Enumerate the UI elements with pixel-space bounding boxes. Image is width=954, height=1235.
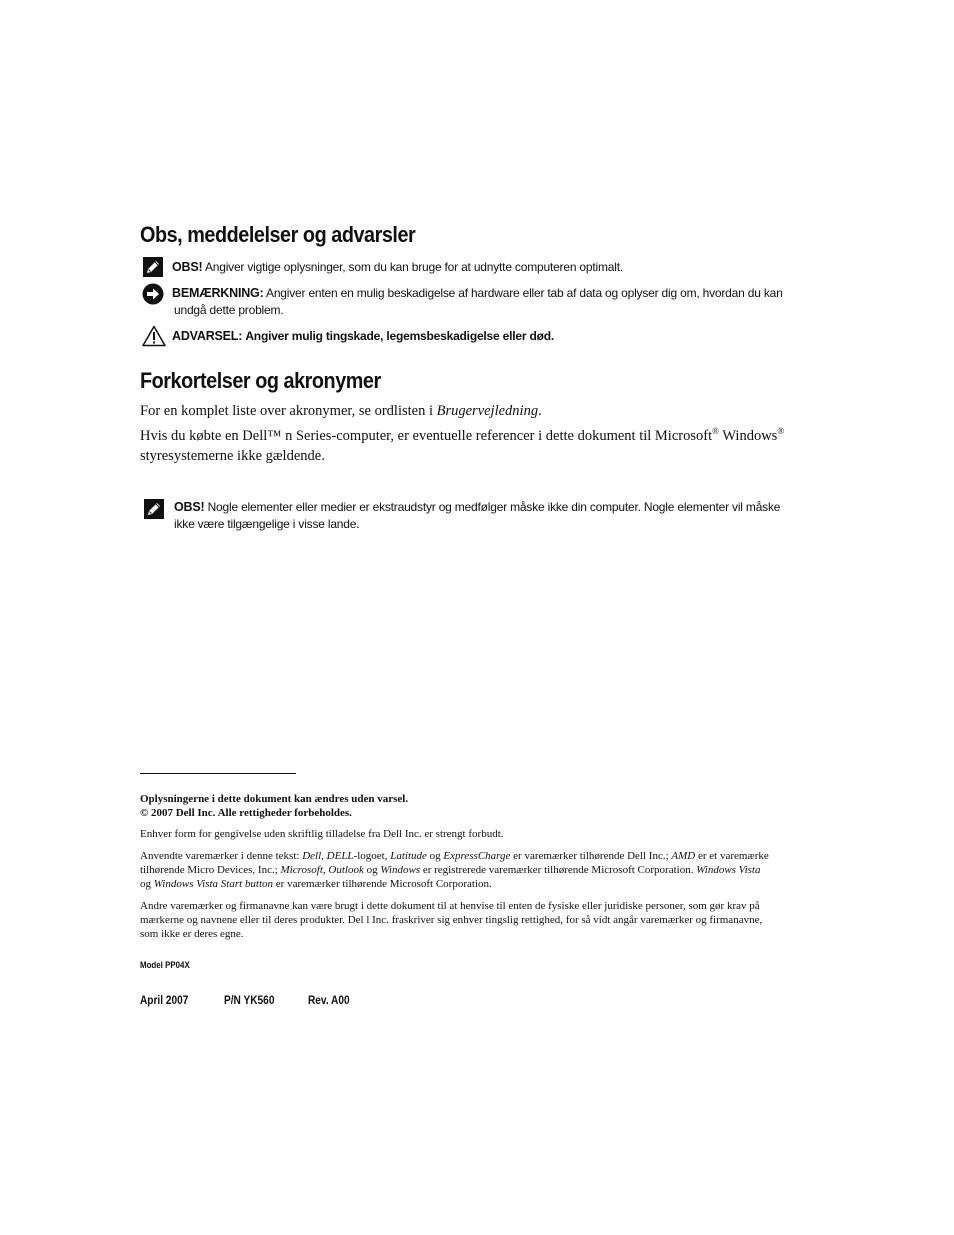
text: Anvendte varemærker i denne tekst: [140,850,303,862]
text: Windows Vista [696,864,761,876]
text: Outlook [328,864,364,876]
section-title-abbreviations: Forkortelser og akronymer [140,368,381,393]
text: er registrerede varemærker tilhørende Microsoft Corporation. [420,864,697,876]
note-text: Angiver enten en mulig beskadigelse af hardware eller tab af data og oplyser dig om, hvordan du kan [266,286,783,300]
text: Windows Vista Start button [153,878,274,890]
text: Microsoft [280,864,323,876]
note-bemaerkning [172,285,872,319]
text: Windows [722,428,778,444]
text: Andre varemærker og firmanavne kan være brugt i dette dokument til at henvise til enten de fysiske eller juridiske personer, som gør krav på [140,900,760,912]
note-label: OBS! [174,500,205,514]
note-text: Angiver vigtige oplysninger, som du kan bruge for at udnytte computeren optimalt. [204,260,623,274]
text: Windows [380,864,421,876]
pencil-icon [143,257,163,282]
user-guide-title: Brugervejledning [436,403,539,419]
text: er varemærker tilhørende Microsoft Corporation. [273,878,492,890]
text: og [140,878,154,890]
other-trademarks-notice [140,899,860,941]
registered-mark: ® [777,426,785,437]
registered-mark: ® [712,426,719,437]
text: mærkerne og navnene eller til deres produkter. Del l Inc. fraskriver sig enhver tingslig rettighed, for så vidt angår varemærker og firmanavne, [140,914,763,926]
note-obs-optional [174,499,864,533]
release-date: April 2007 [140,995,189,1007]
text: Dell [302,850,322,862]
revision: Rev. A00 [308,995,350,1007]
text: er varemærker tilhørende Dell Inc.; [510,850,672,862]
paragraph-glossary [140,401,840,421]
text: Latitude [390,850,427,862]
note-text-continued: undgå dette problem. [174,303,284,317]
text: styresystemerne ikke gældende. [140,448,325,464]
section-title-notes: Obs, meddelelser og advarsler [140,222,416,247]
footer-divider [140,773,296,774]
text: og [363,864,381,876]
text: -logoet, [353,850,391,862]
text: som ikke er deres egne. [140,928,244,940]
text: Hvis du købte en Dell™ n Series-computer, er eventuelle referencer i dette dokument til Microsoft [140,428,713,444]
text: For en komplet liste over akronymer, se ordlisten i [140,403,433,419]
text: er et varemærke [695,850,769,862]
trademark-notice [140,849,860,891]
text: tilhørende Micro Devices, Inc.; [140,864,281,876]
text: ExpressCharge [443,850,511,862]
note-label: ADVARSEL: [172,329,243,343]
note-obs [172,259,862,276]
model-number: Model PP04X [140,960,190,970]
arrow-circle-icon [142,283,164,310]
note-label: BEMÆRKNING: [172,286,264,300]
change-notice [140,792,860,820]
copyright: © 2007 Dell Inc. Alle rettigheder forbeholdes. [140,807,352,819]
note-text: Nogle elementer eller medier er ekstraudstyr og medfølger måske ikke din computer. Nogle elementer vil måske [207,500,781,514]
paragraph-n-series [140,426,850,466]
pencil-icon [144,499,164,524]
text: DELL [326,850,354,862]
text: AMD [671,850,696,862]
text: Oplysningerne i dette dokument kan ændres uden varsel. [140,793,409,805]
text: , [322,864,329,876]
note-text: Angiver mulig tingskade, legemsbeskadigelse eller død. [245,329,554,343]
note-text-continued: ikke være tilgængelige i visse lande. [174,517,360,531]
reproduction-notice: Enhver form for gengivelse uden skriftlig tilladelse fra Dell Inc. er strengt forbudt. [140,828,504,840]
note-advarsel [172,328,862,345]
text: , [321,850,327,862]
note-label: OBS! [172,260,203,274]
part-number: P/N YK560 [224,995,275,1007]
text: . [538,403,542,419]
text: og [426,850,444,862]
warning-triangle-icon [142,325,166,352]
